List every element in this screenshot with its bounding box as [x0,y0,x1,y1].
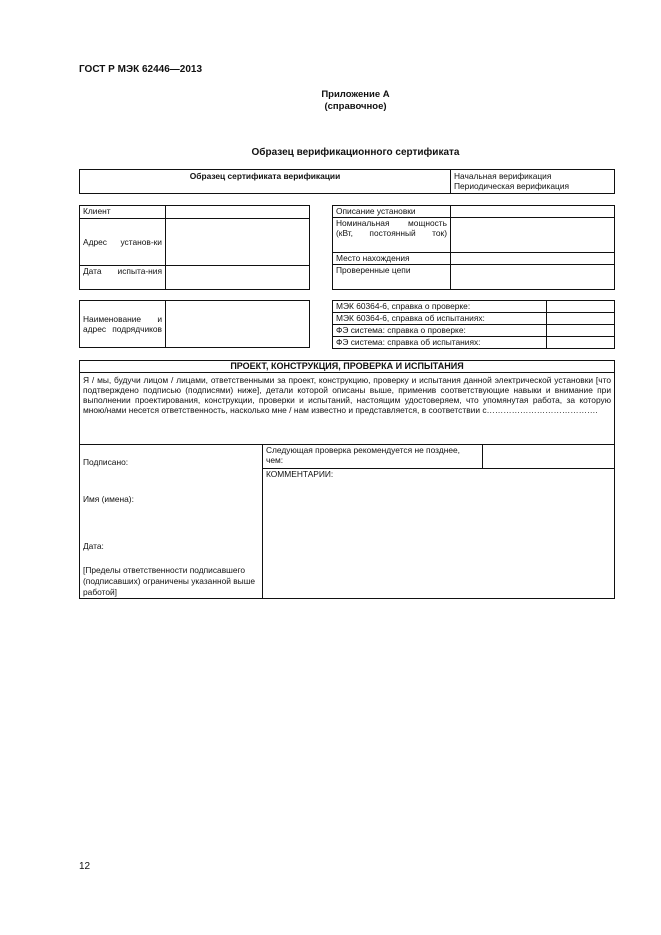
document-code: ГОСТ Р МЭК 62446—2013 [79,64,203,75]
reference-value[interactable] [547,325,615,337]
rated-power-label: Номинальная мощность (кВт, постоянный ток) [333,218,451,253]
appendix-title: Приложение А [321,89,390,100]
page-number: 12 [79,861,91,872]
reference-row: ФЭ система: справка об испытаниях: [333,337,547,349]
location-value[interactable] [451,253,615,265]
date-label: Дата: [83,541,104,551]
reference-value[interactable] [547,313,615,325]
reference-table [332,300,615,349]
names-label: Имя (имена): [83,494,134,504]
verification-option-initial: Начальная верификация [454,171,552,181]
comments-cell[interactable] [263,469,615,599]
installation-address-value[interactable] [166,219,310,266]
certificate-type-table [79,169,615,194]
checked-circuits-label: Проверенные цепи [333,265,451,290]
appendix-heading [25,89,661,113]
checked-circuits-value[interactable] [451,265,615,290]
certificate-sample-label: Образец сертификата верификации [80,170,451,194]
reference-value[interactable] [547,337,615,349]
location-label: Место нахождения [333,253,451,265]
signature-cell [80,445,263,599]
certificate-title: Образец верификационного сертификата [251,147,460,158]
test-date-value[interactable] [166,266,310,290]
next-check-label: Следующая проверка рекомендуется не позднее, чем: [263,445,483,469]
client-value[interactable] [166,206,310,219]
installation-address-label: Адрес установ-ки [80,219,166,266]
reference-row: МЭК 60364-6, справка о проверке: [333,301,547,313]
appendix-subtitle: (справочное) [324,101,387,112]
reference-row: МЭК 60364-6, справка об испытаниях: [333,313,547,325]
comments-label: КОММЕНТАРИИ: [266,469,334,480]
declaration-text: Я / мы, будучи лицом / лицами, ответственными за проект, конструкцию, проверку и испытания данной электрической установки [что подтверждено подписью (подписями) ниже], детали которой описаны выше, применив соответствующие навыки и внимание при выполнении проектирования, конструкции, проверки и испытаний, настоящим удостоверяем, что упомянутая работа, за которую мною/нами несется ответственность, насколько мне / нам известно и представляется, в соответствии с…………………………………. [80,373,615,445]
next-check-value[interactable] [483,445,615,469]
rated-power-value[interactable] [451,218,615,253]
contractor-value[interactable] [166,301,310,348]
client-table [79,205,310,290]
responsibility-limits-note: [Пределы ответственности подписавшего (подписавших) ограничены указанной выше работой] [83,565,256,597]
verification-type-cell [451,170,615,194]
verification-option-periodic: Периодическая верификация [454,181,570,191]
design-section-heading: ПРОЕКТ, КОНСТРУКЦИЯ, ПРОВЕРКА И ИСПЫТАНИЯ [80,361,615,373]
contractor-label: Наименование и адрес подрядчиков [80,301,166,348]
reference-row: ФЭ система: справка о проверке: [333,325,547,337]
contractor-table [79,300,310,348]
test-date-label: Дата испыта-ния [80,266,166,290]
installation-description-label: Описание установки [333,206,451,218]
installation-description-value[interactable] [451,206,615,218]
reference-value[interactable] [547,301,615,313]
client-label: Клиент [80,206,166,219]
installation-table [332,205,615,290]
signed-label: Подписано: [83,457,129,467]
design-section-table [79,360,615,599]
